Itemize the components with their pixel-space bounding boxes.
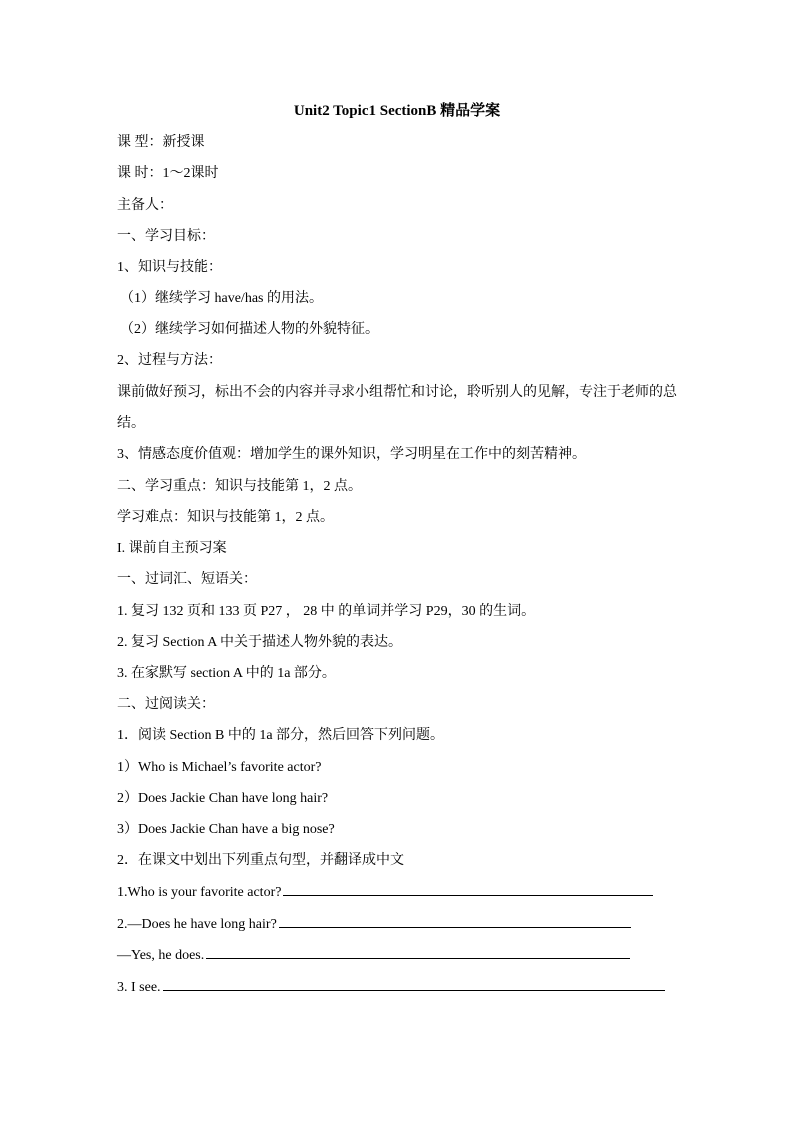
reading-task-2: 2．在课文中划出下列重点句型，并翻译成中文	[117, 853, 404, 868]
answer-blank-4[interactable]	[163, 976, 665, 991]
objectives-heading: 一、学习目标：	[117, 229, 215, 244]
translation-sentence-4: 3. I see.	[117, 980, 161, 995]
answer-blank-1[interactable]	[283, 881, 653, 896]
preview-heading: I. 课前自主预习案	[117, 541, 227, 556]
translation-row-2	[117, 913, 631, 936]
answer-blank-2[interactable]	[279, 913, 631, 928]
knowledge-heading: 1、知识与技能：	[117, 260, 222, 275]
translation-row-3	[117, 944, 630, 967]
process-text: 课前做好预习，标出不会的内容并寻求小组帮忙和讨论，聆听别人的见解，专注于老师的总结。	[117, 385, 677, 431]
translation-row-4	[117, 976, 665, 999]
question-3: 3）Does Jackie Chan have a big nose?	[117, 822, 335, 837]
difficult-points: 学习难点：知识与技能第 1，2 点。	[117, 510, 334, 525]
knowledge-item-1: （1）继续学习 have/has 的用法。	[120, 291, 323, 306]
question-2: 2）Does Jackie Chan have long hair?	[117, 791, 329, 806]
translation-sentence-3: —Yes, he does.	[117, 948, 205, 963]
reading-heading: 二、过阅读关：	[117, 697, 215, 712]
emotion-objective: 3、情感态度价值观：增加学生的课外知识，学习明星在工作中的刻苦精神。	[117, 447, 586, 462]
vocab-item-1: 1. 复习 132 页和 133 页 P27 ， 28 中 的单词并学习 P29，30 的生词。	[117, 604, 536, 619]
knowledge-item-2: （2）继续学习如何描述人物的外貌特征。	[120, 322, 379, 337]
translation-sentence-2: 2.—Does he have long hair?	[117, 917, 277, 932]
translation-row-1	[117, 881, 653, 904]
course-type: 课 型：新授课	[117, 135, 205, 150]
lesson-preparer: 主备人：	[117, 198, 173, 213]
page-title: Unit2 Topic1 SectionB 精品学案	[293, 103, 501, 119]
translation-sentence-1: 1.Who is your favorite actor?	[117, 885, 282, 900]
class-period: 课 时：1～2课时	[117, 166, 219, 181]
vocab-item-3: 3. 在家默写 section A 中的 1a 部分。	[117, 666, 336, 681]
answer-blank-3[interactable]	[206, 944, 630, 959]
vocab-item-2: 2. 复习 Section A 中关于描述人物外貌的表达。	[117, 635, 403, 650]
process-heading: 2、过程与方法：	[117, 353, 222, 368]
reading-task-1: 1．阅读 Section B 中的 1a 部分，然后回答下列问题。	[117, 728, 445, 743]
key-points: 二、学习重点：知识与技能第 1，2 点。	[117, 479, 362, 494]
vocab-heading: 一、过词汇、短语关：	[117, 572, 257, 587]
question-1: 1）Who is Michael’s favorite actor?	[117, 760, 322, 775]
